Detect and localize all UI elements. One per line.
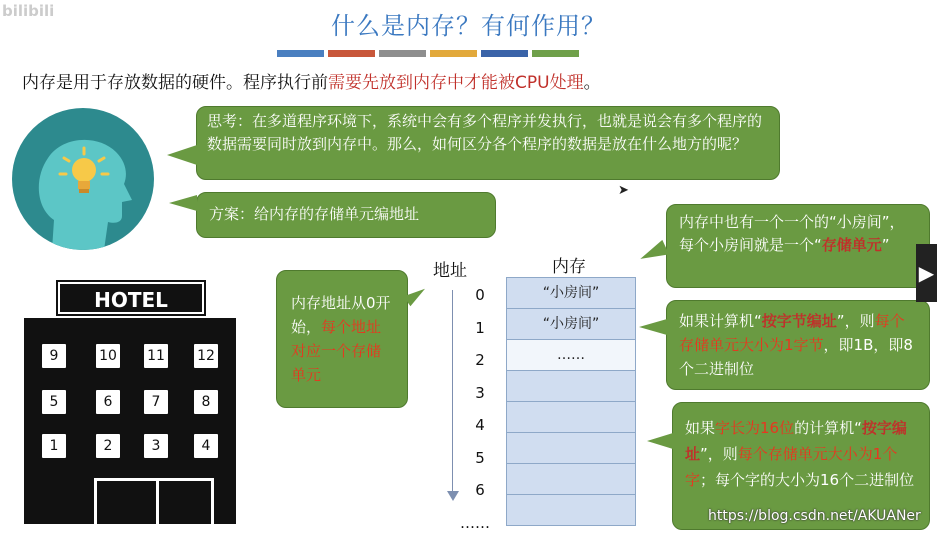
address-arrow-line: [452, 290, 453, 496]
address-number: 1: [475, 318, 485, 337]
memory-cell: “小房间”: [506, 308, 636, 340]
byte-text-d: 每个存储单元大小为1字节: [679, 312, 905, 354]
hotel-room-6: 6: [96, 390, 120, 414]
word-text-d: 按字编址: [685, 419, 907, 463]
address-start-bubble: [276, 270, 408, 408]
word-text-c: 的计算机“: [794, 419, 862, 437]
hotel-room-12: 12: [194, 344, 218, 368]
address-number: 4: [475, 416, 485, 434]
title-color-bar: [277, 50, 579, 57]
storage-unit-text-c: ”: [881, 236, 890, 254]
byte-text-a: 如果计算机“: [679, 312, 762, 330]
hotel-room-1: 1: [42, 434, 66, 458]
address-number: 2: [475, 351, 485, 369]
color-bar-segment: [430, 50, 477, 57]
byte-text-e: ，即1B，即8个二进制位: [679, 336, 913, 378]
storage-unit-text-b: 存储单元: [821, 236, 882, 254]
address-number: 3: [475, 383, 485, 402]
address-number: 5: [475, 448, 485, 467]
hotel-room-4: 4: [194, 434, 218, 458]
hotel-room-8: 8: [194, 390, 218, 414]
cursor-icon: ➤: [618, 183, 629, 198]
word-text-b: 字长为16位: [715, 419, 795, 437]
intro-end: 。: [583, 73, 601, 93]
address-label: 地址: [433, 261, 467, 281]
color-bar-segment: [379, 50, 426, 57]
address-start-text-a: 内存地址从0开始，: [291, 294, 391, 336]
hotel-room-9: 9: [42, 344, 66, 368]
hotel-room-3: 3: [144, 434, 168, 458]
hotel-room-7: 7: [144, 390, 168, 414]
intro-plain: 内存是用于存放数据的硬件。程序执行前: [22, 73, 328, 93]
head-lightbulb-icon: [12, 108, 154, 250]
address-number: 0: [475, 286, 485, 304]
watermark: https://blog.csdn.net/AKUANer: [708, 508, 921, 524]
hotel-room-5: 5: [42, 390, 66, 414]
memory-cells: [506, 278, 636, 526]
think-text: 思考：在多道程序环境下，系统中会有多个程序并发执行，也就是说会有多个程序的数据需要同时放到内存中。那么，如何区分各个程序的数据是放在什么地方的呢？: [207, 112, 763, 153]
word-text-f: 每个存储单元大小为1个字: [685, 445, 898, 489]
memory-cell: [506, 370, 636, 402]
intro-highlight: 需要先放到内存中才能被CPU处理: [328, 73, 584, 93]
memory-cell: “小房间”: [506, 277, 636, 309]
byte-text-c: ”，则: [836, 312, 875, 330]
color-bar-segment: [328, 50, 375, 57]
storage-unit-bubble: [666, 204, 930, 288]
word-text-g: ；每个字的大小为16个二进制位: [700, 471, 915, 489]
color-bar-segment: [532, 50, 579, 57]
color-bar-segment: [277, 50, 324, 57]
hotel-door: [94, 478, 214, 524]
word-text-a: 如果: [685, 419, 716, 437]
word-text-e: ”，则: [700, 445, 738, 463]
address-number: 6: [475, 481, 485, 499]
address-start-text-b: 每个地址对应一个存储单元: [291, 318, 382, 384]
color-bar-segment: [481, 50, 528, 57]
think-bubble: [196, 106, 780, 180]
memory-cell: ……: [506, 339, 636, 371]
memory-label: 内存: [552, 257, 586, 277]
intro-text: [22, 68, 601, 93]
slide-title: 什么是内存？有何作用？: [331, 12, 606, 40]
bilibili-logo: bilibili: [2, 2, 55, 20]
hotel-room-10: 10: [96, 344, 120, 368]
plan-text: 方案：给内存的存储单元编地址: [209, 205, 420, 223]
byte-text-b: 按字节编址: [761, 312, 837, 330]
storage-unit-text-a: 内存中也有一个一个的“小房间”，每个小房间就是一个“: [679, 213, 905, 254]
plan-bubble: [196, 192, 496, 238]
address-number: ……: [460, 513, 490, 532]
memory-cell: [506, 401, 636, 433]
hotel-door-divider: [156, 481, 159, 527]
memory-cell: [506, 463, 636, 495]
byte-addressing-bubble: [666, 300, 930, 390]
memory-cell: [506, 494, 636, 526]
hotel-sign: HOTEL: [58, 282, 204, 314]
hotel-room-11: 11: [144, 344, 168, 368]
address-arrow-head: [447, 491, 459, 501]
memory-cell: [506, 432, 636, 464]
next-arrow-icon[interactable]: ▶: [916, 244, 937, 302]
hotel-room-2: 2: [96, 434, 120, 458]
hotel-building: [24, 318, 236, 524]
